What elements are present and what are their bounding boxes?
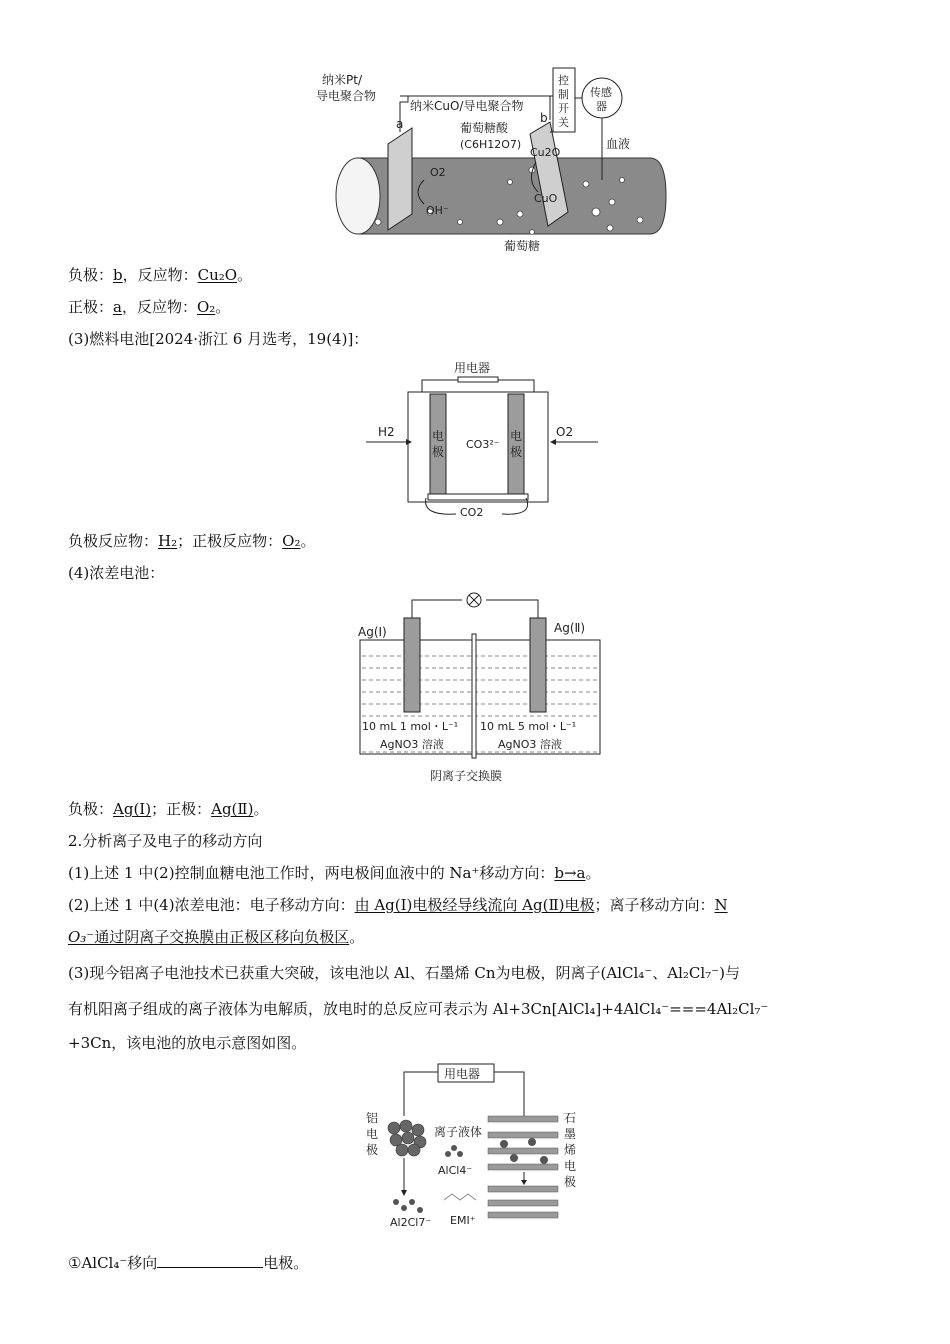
glucose-cell-diagram	[300, 62, 670, 258]
svg-text:电: 电	[510, 429, 523, 443]
p2-line: (2)上述 1 中(4)浓差电池：电子移动方向：由 Ag(Ⅰ)电极经导线流向 Ag(Ⅱ)电极；离子移动方向：N	[68, 896, 728, 914]
figure-fuel-cell	[366, 356, 598, 520]
p2-line-2: O₃⁻通过阴离子交换膜由正极区移向负极区。	[68, 928, 365, 946]
fuel-cell-diagram	[366, 356, 598, 520]
svg-text:极: 极	[564, 1175, 577, 1189]
svg-text:铝: 铝	[366, 1111, 379, 1125]
label-o2: O2	[430, 166, 446, 179]
answer-blank[interactable]	[157, 1253, 263, 1268]
label-formula: (C6H12O7)	[460, 138, 522, 151]
figure-al-ion-battery	[364, 1060, 590, 1236]
p3-line-3: +3Cn，该电池的放电示意图如图。	[68, 1034, 307, 1052]
svg-text:极: 极	[510, 445, 523, 459]
label-alcl4: AlCl4⁻	[438, 1164, 473, 1177]
svg-text:烯: 烯	[564, 1143, 577, 1157]
p3-line-2: 有机阳离子组成的离子液体为电解质，放电时的总反应可表示为 Al+3Cn[AlCl₄]+4AlCl₄⁻===4Al₂Cl₇⁻	[68, 1000, 769, 1018]
figure-glucose-cell	[300, 62, 670, 258]
label-ag2: Ag(Ⅱ)	[554, 621, 586, 635]
label-cu2o: Cu2O	[530, 146, 561, 159]
label-ionic-liquid: 离子液体	[434, 1125, 483, 1139]
svg-text:极: 极	[432, 445, 445, 459]
label-blood: 血液	[606, 137, 631, 151]
label-appliance: 用电器	[454, 361, 491, 375]
q3-title: (3)燃料电池[2024·浙江 6 月选考，19(4)]：	[68, 330, 369, 348]
label-sensor: 传感	[590, 86, 612, 99]
svg-text:控: 控	[558, 74, 569, 87]
svg-text:开: 开	[558, 102, 569, 115]
label-sensor-2: 器	[596, 100, 607, 113]
label-sol1a: 10 mL 1 mol・L⁻¹	[362, 720, 459, 733]
label-cuo: 纳米CuO/导电聚合物	[410, 99, 524, 113]
figure-concentration-cell	[354, 590, 606, 786]
label-pt: 纳米Pt/	[322, 73, 362, 87]
q-last-line: ①AlCl₄⁻移向 电极。	[68, 1254, 309, 1272]
label-b: b	[540, 111, 548, 125]
label-cuo2: CuO	[534, 192, 558, 205]
label-a: a	[396, 117, 404, 131]
q4-title: (4)浓差电池：	[68, 564, 165, 582]
svg-text:石: 石	[564, 1111, 577, 1125]
label-o2-fuel: O2	[556, 425, 574, 439]
label-membrane: 阴离子交换膜	[430, 769, 503, 783]
svg-text:墨: 墨	[564, 1127, 577, 1141]
svg-text:电: 电	[564, 1159, 577, 1173]
p1-line: (1)上述 1 中(2)控制血糖电池工作时，两电极间血液中的 Na⁺移动方向：b→a。	[68, 864, 601, 882]
label-sol2a: 10 mL 5 mol・L⁻¹	[480, 720, 577, 733]
label-pt-polymer: 导电聚合物	[316, 89, 377, 103]
section-2-title: 2.分析离子及电子的移动方向	[68, 832, 263, 850]
label-co2: CO2	[460, 506, 484, 519]
svg-text:极: 极	[366, 1143, 379, 1157]
label-co3: CO3²⁻	[466, 438, 500, 451]
label-emi: EMI⁺	[450, 1214, 476, 1227]
p3-line-1: (3)现今铝离子电池技术已获重大突破，该电池以 Al、石墨烯 Cn为电极，阴离子(AlCl₄⁻、Al₂Cl₇⁻)与	[68, 964, 740, 982]
al-ion-battery-diagram	[364, 1060, 590, 1236]
conc-answer-line: 负极：Ag(Ⅰ)；正极：Ag(Ⅱ)。	[68, 800, 269, 818]
label-ag1: Ag(Ⅰ)	[358, 625, 387, 639]
label-appliance-al: 用电器	[444, 1067, 481, 1081]
label-sol2b: AgNO3 溶液	[498, 738, 562, 751]
concentration-cell-diagram	[354, 590, 606, 786]
svg-text:电: 电	[366, 1127, 379, 1141]
label-sol1b: AgNO3 溶液	[380, 738, 444, 751]
label-h2: H2	[378, 425, 395, 439]
svg-text:电: 电	[432, 429, 445, 443]
label-oh: OH⁻	[426, 204, 449, 217]
svg-text:制: 制	[558, 88, 569, 101]
label-al2cl7: Al2Cl7⁻	[390, 1216, 432, 1229]
pos1-line: 正极：a，反应物：O₂。	[68, 298, 231, 316]
neg1-line: 负极：b，反应物：Cu₂O。	[68, 266, 253, 284]
label-gluconic: 葡萄糖酸	[460, 121, 509, 135]
fuel-answer-line: 负极反应物：H₂；正极反应物：O₂。	[68, 532, 316, 550]
label-glucose: 葡萄糖	[504, 239, 541, 253]
svg-text:关: 关	[558, 116, 569, 129]
